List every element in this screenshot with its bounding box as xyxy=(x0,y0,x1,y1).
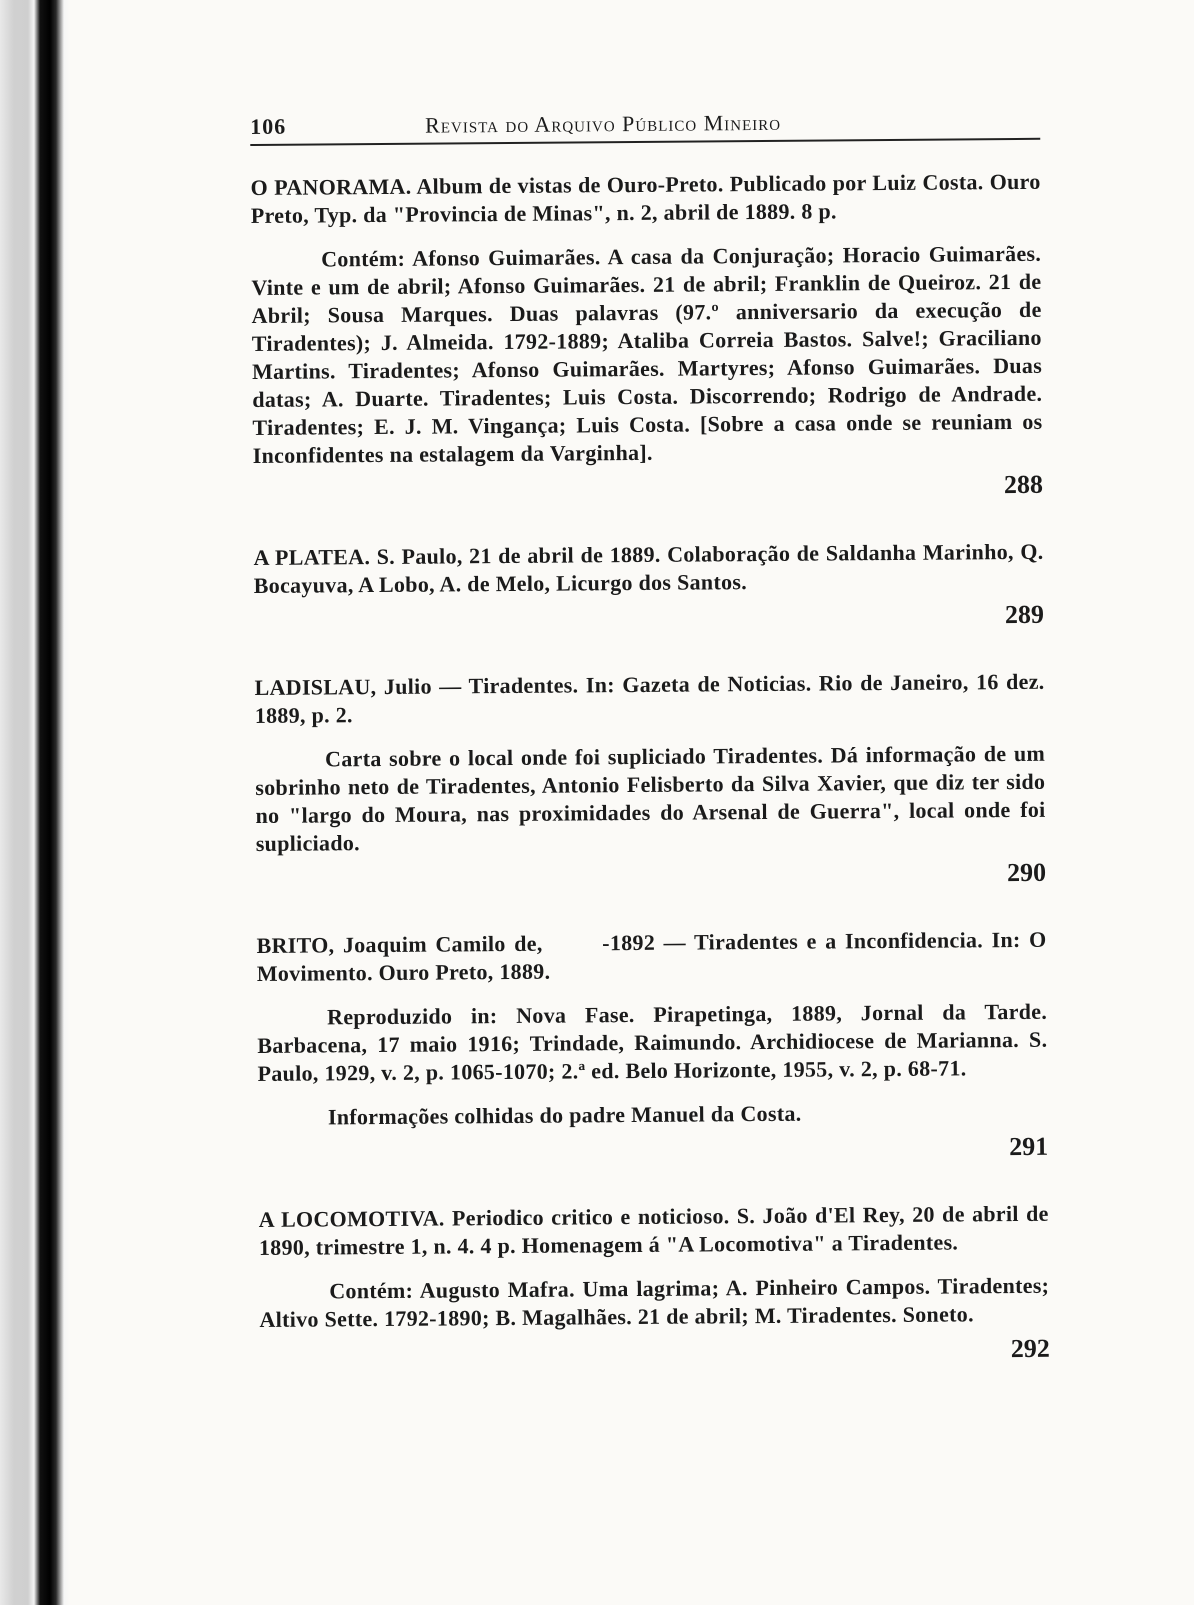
entry-citation: LADISLAU, Julio — Tiradentes. In: Gazeta de Noticias. Rio de Janeiro, 16 dez. 1889, p. 2. xyxy=(254,668,1045,728)
entry-note: Contém: Augusto Mafra. Uma lagrima; A. Pinheiro Campos. Tiradentes; Altivo Sette. 1792-1890; B. Magalhães. 21 de abril; M. Tiradentes. Soneto. xyxy=(259,1272,1050,1332)
page-number: 106 xyxy=(250,113,287,139)
entry-number: 292 xyxy=(1010,1333,1050,1364)
entry-288 xyxy=(251,168,1044,506)
entry-289 xyxy=(253,538,1044,636)
entry-note: Carta sobre o local onde foi supliciado Tiradentes. Dá informação de um sobrinho neto de Tiradentes, Antonio Felisberto da Silva Xavier, que diz ter sido no "largo do Moura, nas proximidades do Arsenal de Guerra", local onde foi supliciado. xyxy=(255,740,1046,856)
entry-number: 290 xyxy=(1006,857,1047,888)
entry-note: Contém: Afonso Guimarães. A casa da Conjuração; Horacio Guimarães. Vinte e um de abril; Afonso Guimarães. 21 de abril; Franklin de Queiroz. 21 de Abril; Sousa Marques. Duas palavras (97.º anniversario da execução de Tiradentes); J. Almeida. 1792-1889; Ataliba Correia Bastos. Salve!; Graciliano Martins. Tiradentes; Afonso Guimarães. Martyres; Afonso Guimarães. Duas datas; A. Duarte. Tiradentes; Luis Costa. Discorrendo; Rodrigo de Andrade. Tiradentes; E. J. M. Vingança; Luis Costa. [Sobre a casa onde se reuniam os Inconfidentes na estalagem da Varginha]. xyxy=(251,240,1043,468)
book-spine-shadow xyxy=(0,0,70,1605)
journal-title: Revista do Arquivo Público Mineiro xyxy=(425,109,782,138)
entry-number: 291 xyxy=(1009,1131,1049,1162)
entry-note: Reproduzido in: Nova Fase. Pirapetinga, 1889, Jornal da Tarde. Barbacena, 17 maio 1916; Trindade, Raimundo. Archidiocese de Marianna. S. Paulo, 1929, v. 2, p. 1065-1070; 2.ª ed. Belo Horizonte, 1955, v. 2, p. 68-71. xyxy=(257,998,1048,1086)
running-header xyxy=(250,104,1040,146)
entry-citation: A PLATEA. S. Paulo, 21 de abril de 1889. Colaboração de Saldanha Marinho, Q. Bocayuva, A Lobo, A. de Melo, Licurgo dos Santos. xyxy=(253,538,1044,598)
entry-citation: O PANORAMA. Album de vistas de Ouro-Preto. Publicado por Luiz Costa. Ouro Preto, Typ. da "Provincia de Minas", n. 2, abril de 1889. 8 p. xyxy=(250,168,1041,228)
entry-292 xyxy=(259,1200,1050,1370)
document-page xyxy=(250,104,1053,1370)
entry-number: 289 xyxy=(1004,599,1045,630)
entry-291 xyxy=(256,926,1053,1168)
entry-number: 288 xyxy=(1003,469,1044,500)
entry-note: Informações colhidas do padre Manuel da Costa. xyxy=(327,1100,802,1130)
entry-citation: A LOCOMOTIVA. Periodico critico e noticioso. S. João d'El Rey, 20 de abril de 1890, trimestre 1, n. 4. 4 p. Homenagem á "A Locomotiva" a Tiradentes. xyxy=(258,1200,1049,1260)
entry-290 xyxy=(254,668,1046,894)
entry-citation: BRITO, Joaquim Camilo de, -1892 — Tiradentes e a Inconfidencia. In: O Movimento. Ouro Preto, 1889. xyxy=(256,926,1053,986)
bibliography-entries xyxy=(250,168,1053,1370)
